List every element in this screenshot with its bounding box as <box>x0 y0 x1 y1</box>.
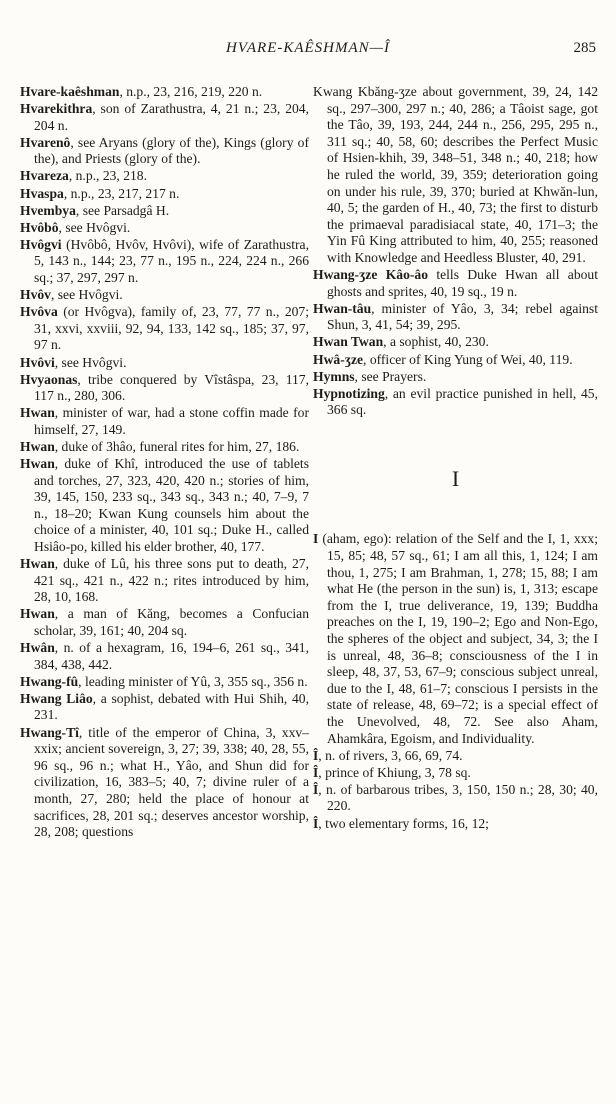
entry-headword: Hypnotizing <box>313 385 385 401</box>
entry-text: , prince of Khiung, 3, 78 sq. <box>318 764 471 780</box>
entry-headword: Hwan <box>20 438 55 454</box>
index-entry <box>20 725 309 841</box>
page-number: 285 <box>573 40 596 56</box>
entry-text: , n.p., 23, 216, 219, 220 n. <box>119 84 263 99</box>
entry-headword: I <box>313 531 319 547</box>
index-entry <box>20 304 309 354</box>
entry-text: tells Duke Hwan all about ghosts and sprites, 40, 19 sq., 19 n. <box>327 267 599 299</box>
index-entry <box>20 405 309 438</box>
index-entry <box>20 355 309 372</box>
index-entry <box>20 168 309 185</box>
entry-headword: Hwan <box>20 456 55 472</box>
index-entry <box>313 301 598 334</box>
entry-text: , a sophist, 40, 230. <box>383 334 489 350</box>
entry-headword: Hvareza <box>20 168 69 184</box>
index-entry <box>20 606 309 639</box>
entry-headword: Hvarenô <box>20 134 71 150</box>
entry-headword: Hwang-ʒze Kâo-âo <box>313 267 428 283</box>
entry-text: , see Hvôgvi. <box>58 219 131 235</box>
entry-headword: Hwan <box>20 405 55 421</box>
entry-text: , a sophist, debated with Hui Shih, 40, 231. <box>34 690 309 723</box>
entry-text: , minister of war, had a stone coffin made for himself, 27, 149. <box>34 405 309 437</box>
entry-headword: Hwan <box>20 606 55 622</box>
entry-text: , duke of Lû, his three sons put to death, 27, 421 sq., 421 n., 422 n.; rites introduced by him, 28, 10, 168. <box>34 556 309 605</box>
entry-text: Kwang Kbăng-ʒze about government, 39, 24, 142 sq., 297–300, 297 n.; 40, 286; a Tâoist sage, got the Tâo, 39, 193, 244, 244 n., 256, 295, 295 n., 311 sq.; 40, 58, 60; describes the Perfect Music of Hsien-khih, 39, 348–51, 348 n.; 40, 218; how he ruled the world, 39, 359; deterioration going on under his rule, 39, 370; buried at Khwăn-lun, 40, 5; the garden of H., 40, 73; the first to disturb the primaeval paradisiacal state, 40, 171–3; the Yin Fû King attributed to him, 40, 255; reasoned with Knowledge and Heedless Bluster, 40, 291. <box>313 84 598 265</box>
entry-text: , see Parsadgâ H. <box>75 202 170 218</box>
index-entry <box>313 816 598 833</box>
entry-text: , n.p., 23, 218. <box>68 168 147 184</box>
entry-text: , see Aryans (glory of the), Kings (glory of the), and Priests (glory of the). <box>34 134 309 167</box>
index-entry <box>20 556 309 606</box>
running-head: HVARE-KAÊSHMAN—Î <box>225 40 391 56</box>
index-entry <box>20 84 309 101</box>
entry-headword: Hvôbô <box>20 219 59 235</box>
index-entry <box>313 748 598 765</box>
entry-text: , minister of Yâo, 3, 34; rebel against Shun, 3, 41, 54; 39, 295. <box>327 300 598 333</box>
index-entry <box>20 640 309 673</box>
entry-headword: Hwan-tâu <box>313 300 372 316</box>
index-entry <box>20 220 309 237</box>
entry-headword: Hvôvi <box>20 354 55 370</box>
entry-text: , n. of a hexagram, 16, 194–6, 261 sq., 341, 384, 438, 442. <box>34 640 309 672</box>
entry-text: , see Hvôgvi. <box>50 287 123 303</box>
entry-headword: Î <box>313 815 319 831</box>
section-letter-heading: I <box>451 465 460 491</box>
index-entry <box>20 691 309 724</box>
index-entry <box>20 439 309 456</box>
entry-text: , n. of rivers, 3, 66, 69, 74. <box>318 747 463 763</box>
entry-text: , n.p., 23, 217, 217 n. <box>63 185 180 201</box>
index-entry <box>20 287 309 304</box>
entry-text: , see Hvôgvi. <box>54 354 127 370</box>
entry-headword: Hvôv <box>20 287 51 303</box>
index-entry <box>313 369 598 386</box>
entry-headword: Hymns <box>313 368 355 384</box>
index-entry <box>313 386 598 419</box>
index-entry <box>313 352 598 369</box>
index-entry <box>20 186 309 203</box>
entry-headword: Î <box>313 747 319 763</box>
entry-text: (aham, ego): relation of the Self and the I, 1, xxx; 15, 85; 48, 57 sq., 61; I am all this, 1, 124; I am thou, 1, 275; I am Brahman, 1, 278; 15, 88; I am what He (the person in the sun) is, 1, 313; escape from the I, true deliverance, 19, 139; Buddha preaches on the I, 19, 190–2; Ego and Non-Ego, the spheres of the object and subject, 34, 3; the I is unreal, 48, 36–8; consciousness of the I in sleep, 48, 37, 53, 67–9; conscious subject unreal, due to the I, 48, 61–7; conscious I persists in the state of release, 48, 69–72; is a special effect of the Unevolved, 48, 72. See also Aham, Ahamkâra, Egoism, and Individuality. <box>318 531 598 746</box>
entry-headword: Î <box>313 781 319 797</box>
left-column <box>20 84 309 841</box>
entry-text: , duke of Khî, introduced the use of tablets and torches, 27, 323, 420, 420 n.; stories of him, 39, 145, 150, 233 sq., 343 sq., 343 n.; 40, 7–9, 7 n., 18–20; Kwan Kung counsels him about the choice of a minister, 40, 101 sq.; Duke H., called Hsiâo-po, killed his elder brother, 40, 177. <box>34 456 309 555</box>
index-entry <box>313 765 598 782</box>
entry-headword: Hwang Liâo <box>20 690 93 706</box>
entry-headword: Hvembya <box>20 202 76 218</box>
entry-headword: Hvôgvi <box>20 236 62 252</box>
entry-headword: Hwang-fû <box>20 673 79 689</box>
entry-headword: Hwan Twan <box>313 334 384 350</box>
entry-text: (Hvôbô, Hvôv, Hvôvi), wife of Zarathustra, 5, 143 n., 144; 23, 77 n., 195 n., 224, 224 n., 266 sq.; 37, 297, 297 n. <box>34 236 309 286</box>
page-header <box>20 40 596 60</box>
entry-text: , leading minister of Yû, 3, 355 sq., 356 n. <box>78 673 308 689</box>
entry-text: , tribe conquered by Vîstâspa, 23, 117, 117 n., 280, 306. <box>34 371 309 404</box>
index-entry <box>313 531 598 747</box>
index-entry-continued <box>313 84 598 267</box>
entry-text: , title of the emperor of China, 3, xxv–xxix; ancient sovereign, 3, 27; 39, 338; 40, 28, 55, 96 sq., 96 n.; what H., Yâo, and Shun did for civilization, 16, 383–5; 40, 7; divine ruler of a month, 27, 280; held the place of honour at sacrifices, 28, 201 sq.; deserves ancestor worship, 28, 208; questions <box>34 724 309 840</box>
entry-headword: Hvyaonas <box>20 371 78 387</box>
entry-text: , son of Zarathustra, 4, 21 n.; 23, 204, 204 n. <box>34 101 309 133</box>
entry-headword: Î <box>313 764 319 780</box>
index-entry <box>313 782 598 815</box>
entry-text: , two elementary forms, 16, 12; <box>318 815 489 831</box>
entry-headword: Hwan <box>20 556 55 572</box>
entry-text: , an evil practice punished in hell, 45, 366 sq. <box>327 385 598 418</box>
entry-headword: Hvare-kaêshman <box>20 84 120 99</box>
entry-headword: Hvarekithra <box>20 101 93 117</box>
entry-headword: Hvaspa <box>20 185 64 201</box>
entry-headword: Hvôva <box>20 304 58 320</box>
entry-headword: Hwâ-ʒze <box>313 351 364 367</box>
entry-text: , a man of Kăng, becomes a Confucian scholar, 39, 161; 40, 204 sq. <box>34 606 309 638</box>
index-entry <box>20 101 309 134</box>
index-entry <box>20 456 309 556</box>
entry-text: , n. of barbarous tribes, 3, 150, 150 n.; 28, 30; 40, 220. <box>318 781 598 814</box>
entry-text: (or Hvôgva), family of, 23, 77, 77 n., 207; 31, xxvi, xxviii, 92, 94, 133, 142 sq., 185; 37, 97, 97 n. <box>34 304 309 353</box>
index-entry <box>313 267 598 300</box>
index-entry <box>20 237 309 287</box>
entry-headword: Hwân <box>20 640 55 656</box>
entry-text: , officer of King Yung of Wei, 40, 119. <box>363 351 573 367</box>
index-entry <box>20 203 309 220</box>
index-entry <box>313 334 598 351</box>
entry-headword: Hwang-Tî <box>20 724 79 740</box>
right-column <box>313 84 598 833</box>
entry-text: , see Prayers. <box>354 368 427 384</box>
index-entry <box>20 674 309 691</box>
index-entry <box>20 135 309 168</box>
entry-text: , duke of 3hâo, funeral rites for him, 27, 186. <box>54 438 300 454</box>
index-entry <box>20 372 309 405</box>
